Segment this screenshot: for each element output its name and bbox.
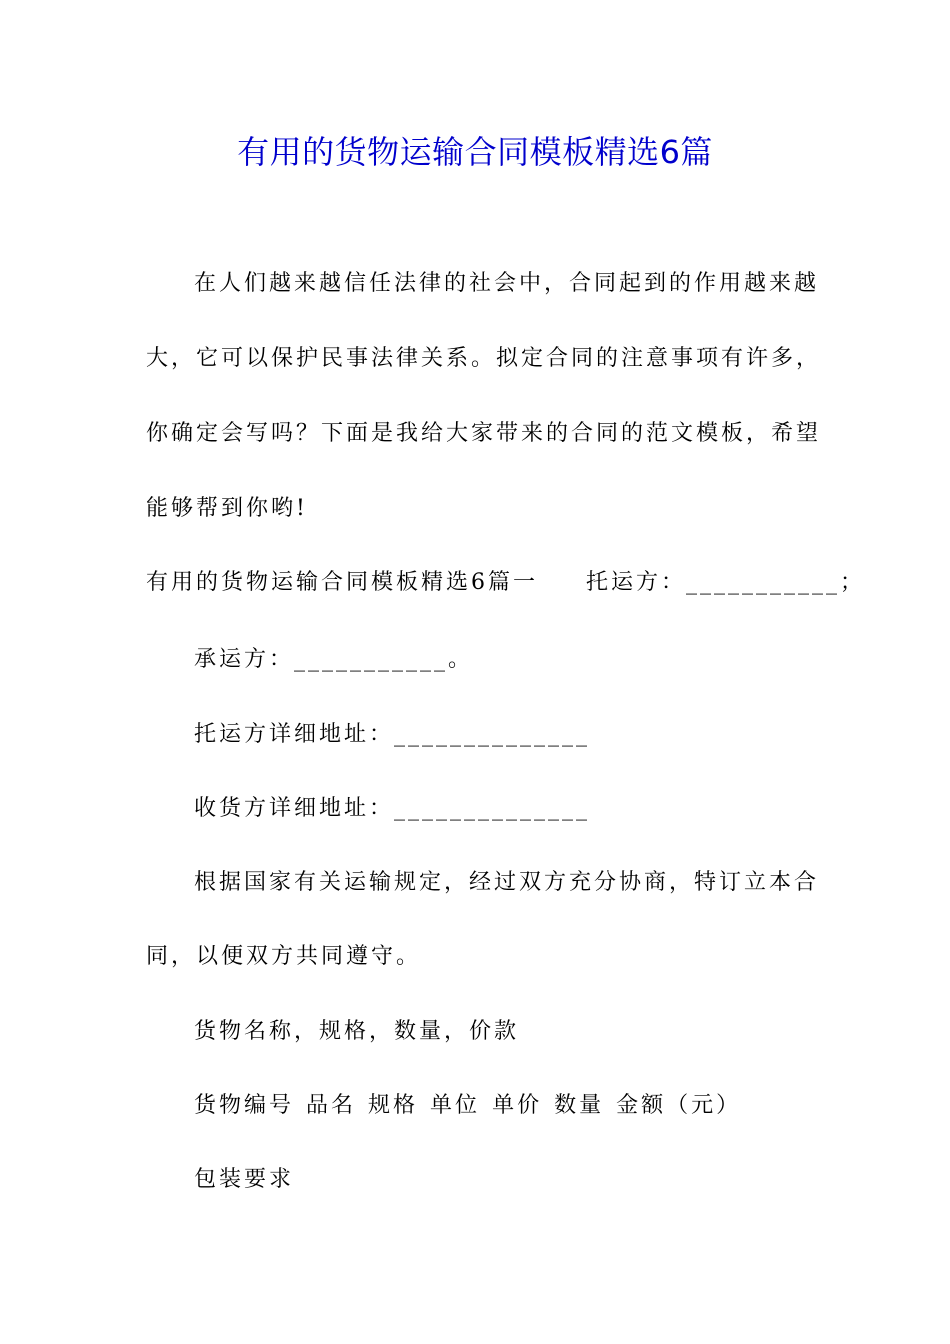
packaging-heading: 包装要求 [194,1167,295,1192]
intro-line-2: 大，它可以保护民事法律关系。拟定合同的注意事项有许多， [146,346,822,371]
header-unit: 单位 [430,1093,481,1118]
header-goods-number: 货物编号 [194,1093,295,1118]
section-heading: 有用的货物运输合同模板精选6篇一 [146,570,538,595]
shipper-field: 托运方：___________； [586,570,866,595]
intro-line-4: 能够帮到你哟! [146,496,308,521]
header-unit-price: 单价 [492,1093,543,1118]
document-title: 有用的货物运输合同模板精选6篇 [237,133,713,171]
goods-heading: 货物名称，规格，数量，价款 [194,1019,520,1044]
intro-line-1: 在人们越来越信任法律的社会中，合同起到的作用越来越 [194,271,820,296]
goods-table-header-row [194,1090,753,1122]
basis-line-1: 根据国家有关运输规定，经过双方充分协商，特订立本合 [194,870,820,895]
consignee-address-field: 收货方详细地址：______________ [194,796,591,821]
basis-line-2: 同，以便双方共同遵守。 [146,944,422,969]
shipper-address-field: 托运方详细地址：______________ [194,722,591,747]
header-quantity: 数量 [554,1093,605,1118]
header-product-name: 品名 [306,1093,357,1118]
header-specification: 规格 [368,1093,419,1118]
carrier-field: 承运方：___________。 [194,647,474,672]
intro-line-3: 你确定会写吗？下面是我给大家带来的合同的范文模板，希望 [146,421,822,446]
section-heading-row [146,567,865,599]
header-amount: 金额（元） [616,1093,742,1118]
